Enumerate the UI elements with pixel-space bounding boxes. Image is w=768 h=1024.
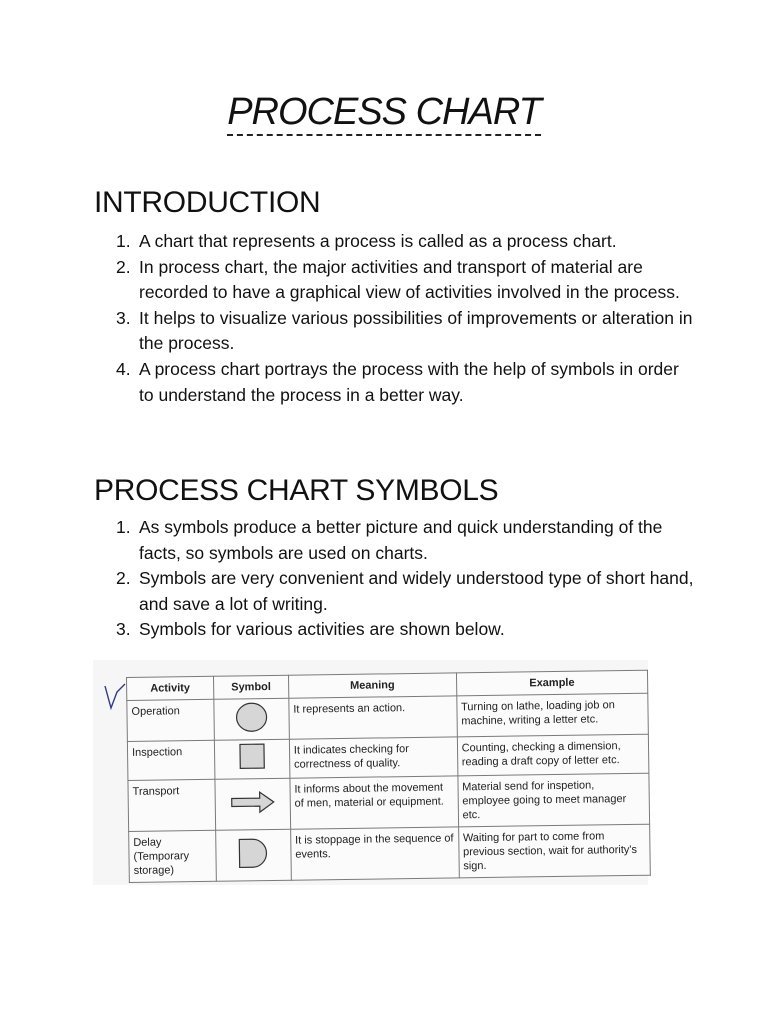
list-item: 3. Symbols for various activities are shown below. — [116, 619, 505, 640]
page-title-text: PROCESS CHART — [227, 92, 541, 136]
cell-activity: Inspection — [127, 740, 215, 780]
cell-activity: Delay (Temporary storage) — [129, 830, 217, 882]
circle-icon — [214, 698, 289, 740]
cell-example: Waiting for part to come from previous section, wait for authority's sign. — [458, 824, 650, 878]
page-title — [0, 92, 768, 136]
square-icon — [214, 739, 289, 779]
list-item: 4. A process chart portrays the process with the help of symbols in order to understand the process in a better way. — [116, 358, 679, 405]
cell-meaning: It informs about the movement of men, material or equipment. — [290, 776, 458, 829]
cell-example: Material send for inspetion, employee going to meet manager etc. — [458, 773, 650, 827]
header-meaning: Meaning — [288, 673, 456, 698]
header-symbol: Symbol — [213, 675, 288, 699]
list-item: 1. As symbols produce a better picture and quick understanding of the facts, so symbols are used on charts. — [116, 517, 663, 563]
intro-list — [94, 229, 694, 408]
list-item: 2. In process chart, the major activities and transport of material are recorded to have a graphical view of activities involved in the process. — [116, 256, 680, 303]
cell-meaning: It indicates checking for correctness of quality. — [289, 737, 457, 778]
header-activity: Activity — [127, 676, 214, 700]
cell-meaning: It is stoppage in the sequence of events. — [290, 827, 458, 880]
cell-activity: Transport — [128, 779, 216, 831]
scanned-symbols-table — [93, 660, 648, 885]
list-item: 1. A chart that represents a process is called as a process chart. — [116, 231, 617, 251]
cell-example: Counting, checking a dimension, reading a draft copy of letter etc. — [457, 734, 649, 776]
cell-meaning: It represents an action. — [289, 696, 457, 739]
arrow-icon — [215, 778, 291, 830]
table-row — [127, 693, 649, 741]
table-row — [129, 824, 651, 882]
table-row — [128, 773, 650, 831]
header-example: Example — [456, 670, 648, 696]
symbols-list — [94, 515, 694, 643]
list-item: 2. Symbols are very convenient and widely understood type of short hand, and save a lot of writing. — [116, 568, 694, 614]
cell-activity: Operation — [127, 699, 215, 741]
cell-example: Turning on lathe, loading job on machine, writing a letter etc. — [456, 693, 648, 737]
list-item: 3. It helps to visualize various possibilities of improvements or alteration in the process. — [116, 307, 693, 354]
d-shape-icon — [216, 829, 292, 881]
symbols-heading: PROCESS CHART SYMBOLS — [94, 474, 499, 507]
intro-heading: INTRODUCTION — [94, 186, 321, 219]
symbols-table — [126, 670, 651, 883]
